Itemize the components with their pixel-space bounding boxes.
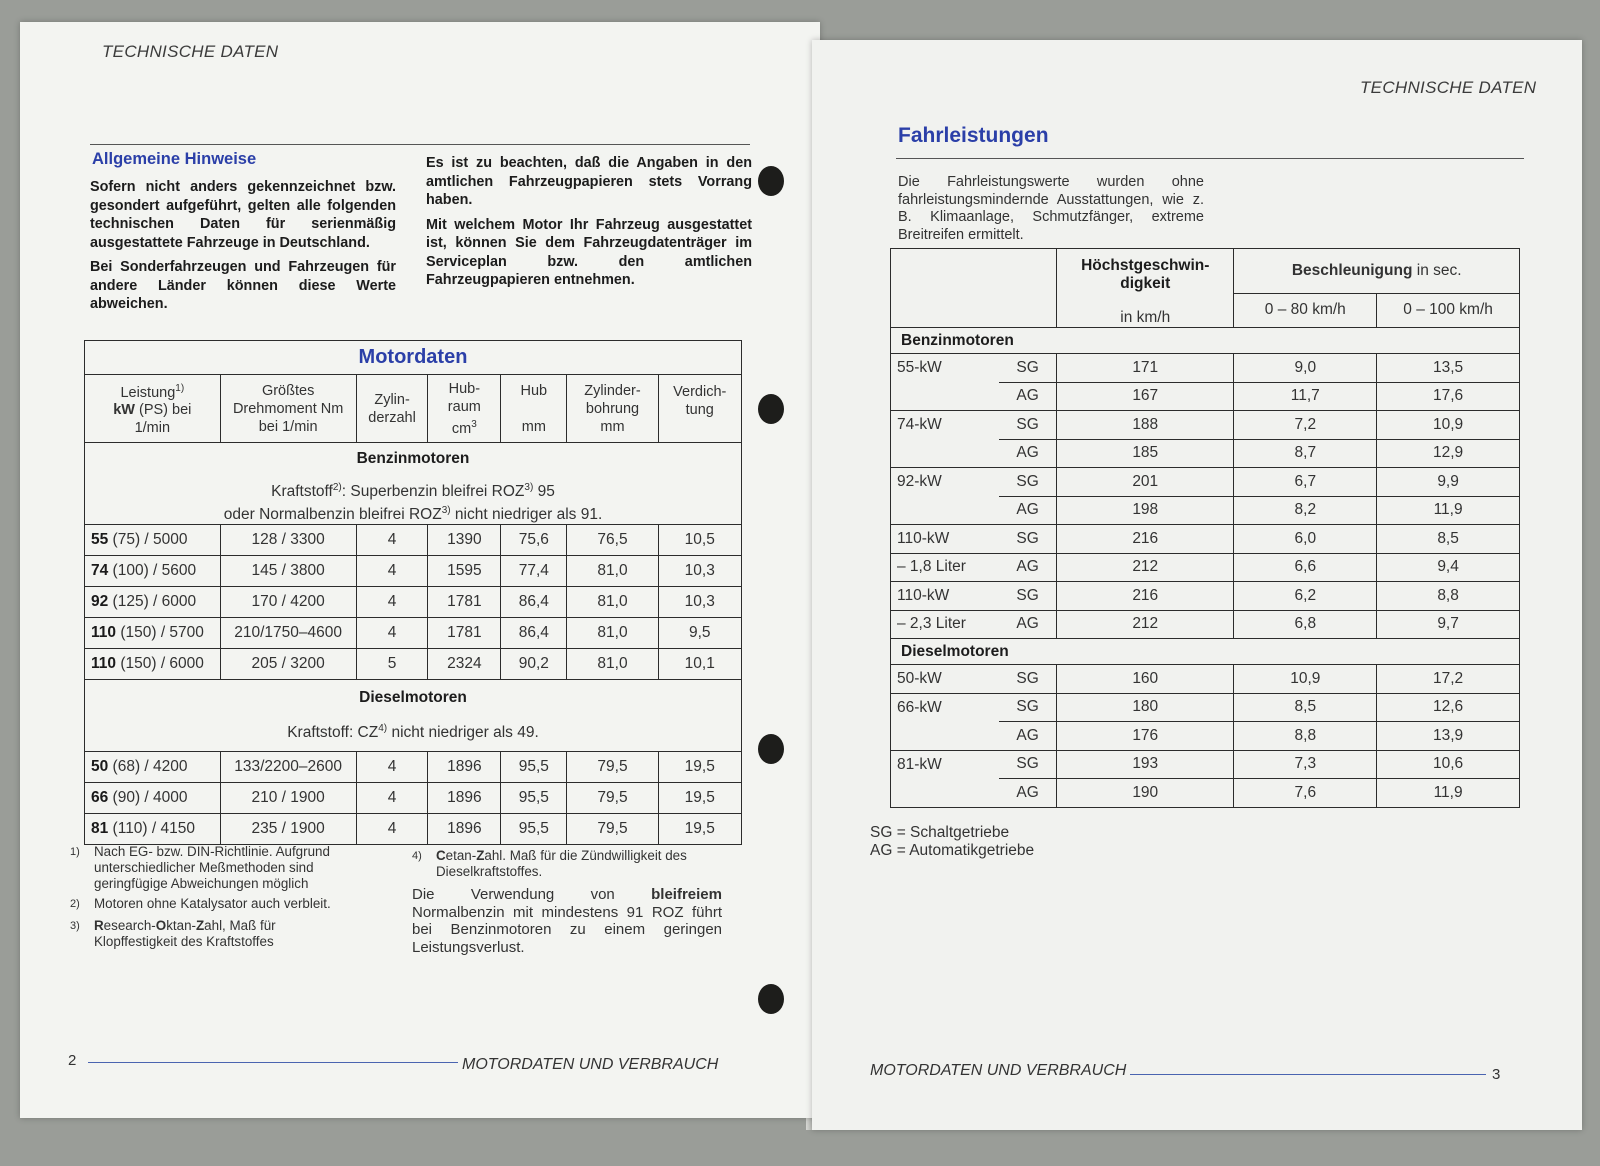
page-number-right: 3 bbox=[1492, 1066, 1501, 1083]
speed-cell: 160 bbox=[1057, 665, 1234, 694]
getriebe-cell: AG bbox=[999, 439, 1057, 468]
verdichtung-cell: 19,5 bbox=[658, 752, 741, 783]
table-row bbox=[891, 582, 1520, 611]
bohrung-cell: 81,0 bbox=[567, 649, 658, 680]
col-hoechstgeschwindigkeit: Höchstgeschwin-digkeit in km/h bbox=[1057, 249, 1234, 328]
getriebe-cell: AG bbox=[999, 779, 1057, 808]
motor-cell: 110-kW bbox=[891, 582, 1000, 611]
speed-cell: 167 bbox=[1057, 382, 1234, 411]
speed-cell: 212 bbox=[1057, 610, 1234, 639]
getriebe-cell: AG bbox=[999, 382, 1057, 411]
motor-cell: 55-kW bbox=[891, 354, 1000, 383]
hubraum-cell: 1781 bbox=[428, 618, 501, 649]
zylinderzahl-cell: 4 bbox=[356, 525, 428, 556]
footer-text-left: MOTORDATEN UND VERBRAUCH bbox=[462, 1056, 719, 1073]
getriebe-cell: SG bbox=[999, 693, 1057, 722]
hubraum-cell: 1781 bbox=[428, 587, 501, 618]
punch-hole bbox=[758, 166, 784, 196]
motordaten-title: Motordaten bbox=[85, 341, 742, 375]
speed-cell: 193 bbox=[1057, 750, 1234, 779]
fahrleistungen-table bbox=[890, 248, 1520, 808]
punch-hole bbox=[758, 734, 784, 764]
hub-cell: 86,4 bbox=[501, 618, 567, 649]
benzin-section bbox=[85, 443, 742, 525]
drehmoment-cell: 210/1750–4600 bbox=[220, 618, 356, 649]
verdichtung-cell: 19,5 bbox=[658, 783, 741, 814]
verdichtung-cell: 9,5 bbox=[658, 618, 741, 649]
hub-cell: 77,4 bbox=[501, 556, 567, 587]
footer-rule-left bbox=[88, 1062, 458, 1063]
getriebe-cell: SG bbox=[999, 750, 1057, 779]
legend-ag: AG = Automatikgetriebe bbox=[870, 842, 1035, 859]
hubraum-cell: 1390 bbox=[428, 525, 501, 556]
motordaten-table bbox=[84, 340, 742, 845]
footer-text-right: MOTORDATEN UND VERBRAUCH bbox=[870, 1062, 1127, 1079]
leistung-kw: 92 bbox=[91, 593, 109, 611]
table-row bbox=[891, 779, 1520, 808]
col-0-80: 0 – 80 km/h bbox=[1234, 293, 1377, 327]
speed-cell: 198 bbox=[1057, 496, 1234, 525]
leistung-kw: 55 bbox=[91, 531, 109, 549]
table-row bbox=[891, 468, 1520, 497]
leistung-cell bbox=[85, 814, 221, 845]
leistung-kw: 74 bbox=[91, 562, 109, 580]
leistung-ps-rpm: (150) / 5700 bbox=[116, 624, 204, 642]
unleaded-note: Die Verwendung von bleifreiem Normalbenzin mit mindestens 91 ROZ führt bei Benzinmotoren zu einem geringen Leistungsverlust. bbox=[412, 886, 722, 956]
left-page bbox=[20, 22, 820, 1118]
getriebe-cell: AG bbox=[999, 553, 1057, 582]
accel-100-cell: 12,6 bbox=[1377, 693, 1520, 722]
footnote-3: 3) Research-Oktan-Zahl, Maß für Klopffestigkeit des Kraftstoffes bbox=[70, 918, 276, 949]
zylinderzahl-cell: 4 bbox=[356, 618, 428, 649]
accel-80-cell: 6,6 bbox=[1234, 553, 1377, 582]
table-row bbox=[891, 496, 1520, 525]
leistung-kw: 110 bbox=[91, 624, 117, 642]
accel-80-cell: 9,0 bbox=[1234, 354, 1377, 383]
speed-cell: 176 bbox=[1057, 722, 1234, 751]
hub-cell: 90,2 bbox=[501, 649, 567, 680]
getriebe-cell: SG bbox=[999, 525, 1057, 554]
col-verdichtung: Verdich-tung bbox=[658, 375, 741, 443]
accel-80-cell: 10,9 bbox=[1234, 665, 1377, 694]
leistung-ps-rpm: (90) / 4000 bbox=[108, 789, 188, 807]
accel-80-cell: 8,5 bbox=[1234, 693, 1377, 722]
verdichtung-cell: 10,5 bbox=[658, 525, 741, 556]
motor-cell: 50-kW bbox=[891, 665, 1000, 694]
leistung-cell bbox=[85, 649, 221, 680]
hinweise-title: Allgemeine Hinweise bbox=[92, 150, 257, 168]
zylinderzahl-cell: 4 bbox=[356, 752, 428, 783]
accel-80-cell: 11,7 bbox=[1234, 382, 1377, 411]
fahr-benzin-title: Benzinmotoren bbox=[891, 328, 1520, 354]
accel-80-cell: 6,0 bbox=[1234, 525, 1377, 554]
accel-100-cell: 8,5 bbox=[1377, 525, 1520, 554]
motor-cell: 74-kW bbox=[891, 411, 1000, 440]
verdichtung-cell: 10,1 bbox=[658, 649, 741, 680]
hinweise-column-2 bbox=[426, 154, 752, 296]
leistung-cell bbox=[85, 752, 221, 783]
table-row bbox=[891, 750, 1520, 779]
hub-cell: 86,4 bbox=[501, 587, 567, 618]
accel-100-cell: 9,7 bbox=[1377, 610, 1520, 639]
leistung-cell bbox=[85, 587, 221, 618]
punch-hole bbox=[758, 984, 784, 1014]
motor-cell: 81-kW bbox=[891, 750, 1000, 779]
speed-cell: 188 bbox=[1057, 411, 1234, 440]
table-row bbox=[891, 411, 1520, 440]
hubraum-cell: 1896 bbox=[428, 814, 501, 845]
leistung-ps-rpm: (100) / 5600 bbox=[108, 562, 197, 580]
accel-80-cell: 7,6 bbox=[1234, 779, 1377, 808]
speed-cell: 216 bbox=[1057, 525, 1234, 554]
leistung-ps-rpm: (150) / 6000 bbox=[116, 655, 204, 673]
table-row bbox=[85, 587, 742, 618]
getriebe-cell: AG bbox=[999, 722, 1057, 751]
table-row bbox=[85, 618, 742, 649]
hubraum-cell: 1595 bbox=[428, 556, 501, 587]
getriebe-cell: SG bbox=[999, 468, 1057, 497]
accel-100-cell: 9,4 bbox=[1377, 553, 1520, 582]
table-row bbox=[891, 610, 1520, 639]
leistung-cell bbox=[85, 556, 221, 587]
table-row bbox=[85, 752, 742, 783]
table-row bbox=[891, 525, 1520, 554]
leistung-kw: 66 bbox=[91, 789, 109, 807]
diesel-fuel-note: Kraftstoff: CZ$^{4)}$ nicht niedriger als 49. bbox=[287, 723, 539, 742]
drehmoment-cell: 133/2200–2600 bbox=[220, 752, 356, 783]
accel-100-cell: 9,9 bbox=[1377, 468, 1520, 497]
motor-cell bbox=[891, 722, 1000, 751]
speed-cell: 216 bbox=[1057, 582, 1234, 611]
zylinderzahl-cell: 4 bbox=[356, 814, 428, 845]
getriebe-cell: SG bbox=[999, 665, 1057, 694]
left-page-header: TECHNISCHE DATEN bbox=[102, 42, 279, 61]
hinweise-para-4: Mit welchem Motor Ihr Fahrzeug ausgestattet ist, können Sie dem Fahrzeugdatenträger im Serviceplan bzw. den amtlichen Fahrzeugpapieren entnehmen. bbox=[426, 216, 752, 288]
footnote-4: 4) Cetan-Zahl. Maß für die Zündwilligkeit des Dieselkraftstoffes. bbox=[412, 848, 687, 879]
accel-100-cell: 10,9 bbox=[1377, 411, 1520, 440]
page-number-left: 2 bbox=[68, 1052, 77, 1069]
col-leistung: Leistung$^{1)}$ kW (PS) bei 1/min bbox=[85, 375, 221, 443]
hinweise-para-2: Bei Sonderfahrzeugen und Fahrzeugen für andere Länder können diese Werte abweichen. bbox=[90, 259, 396, 312]
leistung-cell bbox=[85, 783, 221, 814]
accel-100-cell: 13,9 bbox=[1377, 722, 1520, 751]
col-drehmoment: Größtes Drehmoment Nm bei 1/min bbox=[220, 375, 356, 443]
table-row bbox=[891, 382, 1520, 411]
drehmoment-cell: 235 / 1900 bbox=[220, 814, 356, 845]
motor-cell: 92-kW bbox=[891, 468, 1000, 497]
table-row bbox=[85, 814, 742, 845]
speed-cell: 171 bbox=[1057, 354, 1234, 383]
verdichtung-cell: 10,3 bbox=[658, 587, 741, 618]
table-corner bbox=[891, 249, 1057, 328]
title-rule bbox=[896, 158, 1524, 159]
speed-cell: 212 bbox=[1057, 553, 1234, 582]
accel-100-cell: 17,2 bbox=[1377, 665, 1520, 694]
leistung-cell bbox=[85, 618, 221, 649]
speed-cell: 201 bbox=[1057, 468, 1234, 497]
accel-80-cell: 8,2 bbox=[1234, 496, 1377, 525]
verdichtung-cell: 10,3 bbox=[658, 556, 741, 587]
table-row bbox=[891, 553, 1520, 582]
benzin-fuel-note: Kraftstoff$^{2)}$: Superbenzin bleifrei ROZ$^{3)}$ 95 oder Normalbenzin bleifrei ROZ$^{3)}$ nicht niedriger als 91. bbox=[223, 482, 603, 524]
table-row bbox=[891, 693, 1520, 722]
speed-cell: 185 bbox=[1057, 439, 1234, 468]
footnote-1: 1) Nach EG- bzw. DIN-Richtlinie. Aufgrund unterschiedlicher Meßmethoden sind geringfügige Abweichungen möglich bbox=[70, 844, 330, 891]
leistung-ps-rpm: (75) / 5000 bbox=[108, 531, 188, 549]
col-hub: Hub mm bbox=[501, 375, 567, 443]
bohrung-cell: 76,5 bbox=[567, 525, 658, 556]
col-bohrung: Zylinder-bohrung mm bbox=[567, 375, 658, 443]
accel-80-cell: 8,8 bbox=[1234, 722, 1377, 751]
footer-rule-right bbox=[1130, 1074, 1486, 1075]
hub-cell: 75,6 bbox=[501, 525, 567, 556]
zylinderzahl-cell: 4 bbox=[356, 556, 428, 587]
leistung-kw: 110 bbox=[91, 655, 117, 673]
accel-100-cell: 8,8 bbox=[1377, 582, 1520, 611]
motor-cell: – 1,8 Liter bbox=[891, 553, 1000, 582]
bohrung-cell: 79,5 bbox=[567, 783, 658, 814]
accel-100-cell: 12,9 bbox=[1377, 439, 1520, 468]
footnote-2: 2) Motoren ohne Katalysator auch verbleit. bbox=[70, 896, 331, 911]
motor-cell bbox=[891, 496, 1000, 525]
bohrung-cell: 81,0 bbox=[567, 556, 658, 587]
table-row bbox=[891, 439, 1520, 468]
accel-100-cell: 11,9 bbox=[1377, 779, 1520, 808]
motor-cell: 66-kW bbox=[891, 693, 1000, 722]
speed-cell: 180 bbox=[1057, 693, 1234, 722]
bohrung-cell: 81,0 bbox=[567, 618, 658, 649]
drehmoment-cell: 210 / 1900 bbox=[220, 783, 356, 814]
bohrung-cell: 81,0 bbox=[567, 587, 658, 618]
bohrung-cell: 79,5 bbox=[567, 814, 658, 845]
legend-sg: SG = Schaltgetriebe bbox=[870, 824, 1010, 841]
getriebe-cell: AG bbox=[999, 610, 1057, 639]
getriebe-cell: AG bbox=[999, 496, 1057, 525]
hubraum-cell: 1896 bbox=[428, 752, 501, 783]
accel-80-cell: 6,8 bbox=[1234, 610, 1377, 639]
table-row bbox=[891, 722, 1520, 751]
motor-cell: 110-kW bbox=[891, 525, 1000, 554]
diesel-section bbox=[85, 680, 742, 752]
leistung-ps-rpm: (68) / 4200 bbox=[108, 758, 188, 776]
speed-cell: 190 bbox=[1057, 779, 1234, 808]
verdichtung-cell: 19,5 bbox=[658, 814, 741, 845]
header-rule bbox=[90, 144, 750, 145]
table-row bbox=[85, 525, 742, 556]
bohrung-cell: 79,5 bbox=[567, 752, 658, 783]
accel-100-cell: 11,9 bbox=[1377, 496, 1520, 525]
table-row bbox=[85, 783, 742, 814]
hub-cell: 95,5 bbox=[501, 752, 567, 783]
leistung-kw: 50 bbox=[91, 758, 109, 776]
gearbox-legend bbox=[870, 824, 1034, 860]
drehmoment-cell: 128 / 3300 bbox=[220, 525, 356, 556]
drehmoment-cell: 170 / 4200 bbox=[220, 587, 356, 618]
leistung-kw: 81 bbox=[91, 820, 109, 838]
accel-100-cell: 17,6 bbox=[1377, 382, 1520, 411]
table-row bbox=[85, 649, 742, 680]
fahrleistungen-intro: Die Fahrleistungswerte wurden ohne fahrleistungsmindernde Ausstattungen, wie z. B. Klimaanlage, Schmutzfänger, extreme Breitreifen ermittelt. bbox=[898, 174, 1204, 243]
zylinderzahl-cell: 5 bbox=[356, 649, 428, 680]
right-page-header: TECHNISCHE DATEN bbox=[1360, 78, 1537, 97]
hinweise-para-3: Es ist zu beachten, daß die Angaben in den amtlichen Fahrzeugpapieren stets Vorrang haben. bbox=[426, 155, 752, 208]
getriebe-cell: SG bbox=[999, 354, 1057, 383]
hubraum-cell: 1896 bbox=[428, 783, 501, 814]
leistung-ps-rpm: (110) / 4150 bbox=[108, 820, 195, 838]
accel-100-cell: 10,6 bbox=[1377, 750, 1520, 779]
table-row bbox=[85, 556, 742, 587]
punch-hole bbox=[758, 394, 784, 424]
accel-80-cell: 6,2 bbox=[1234, 582, 1377, 611]
col-0-100: 0 – 100 km/h bbox=[1377, 293, 1520, 327]
hinweise-column-1 bbox=[90, 178, 396, 320]
motor-cell bbox=[891, 382, 1000, 411]
getriebe-cell: SG bbox=[999, 411, 1057, 440]
accel-80-cell: 7,3 bbox=[1234, 750, 1377, 779]
hubraum-cell: 2324 bbox=[428, 649, 501, 680]
table-row bbox=[891, 665, 1520, 694]
zylinderzahl-cell: 4 bbox=[356, 783, 428, 814]
leistung-ps-rpm: (125) / 6000 bbox=[108, 593, 197, 611]
hub-cell: 95,5 bbox=[501, 783, 567, 814]
motor-cell bbox=[891, 439, 1000, 468]
accel-80-cell: 7,2 bbox=[1234, 411, 1377, 440]
diesel-section-title: Dieselmotoren bbox=[359, 689, 467, 707]
zylinderzahl-cell: 4 bbox=[356, 587, 428, 618]
right-page bbox=[812, 40, 1582, 1130]
accel-80-cell: 6,7 bbox=[1234, 468, 1377, 497]
hinweise-para-1: Sofern nicht anders gekennzeichnet bzw. gesondert aufgeführt, gelten alle folgenden technischen Daten für serienmäßig ausgestattete Fahrzeuge in Deutschland. bbox=[90, 179, 396, 251]
table-row bbox=[891, 354, 1520, 383]
motor-cell: – 2,3 Liter bbox=[891, 610, 1000, 639]
getriebe-cell: SG bbox=[999, 582, 1057, 611]
fahr-diesel-title: Dieselmotoren bbox=[891, 639, 1520, 665]
col-hubraum: Hub-raum $cm^3$ bbox=[428, 375, 501, 443]
benzin-section-title: Benzinmotoren bbox=[356, 450, 470, 467]
hub-cell: 95,5 bbox=[501, 814, 567, 845]
col-beschleunigung: Beschleunigung in sec. bbox=[1234, 249, 1520, 294]
col-zylinderzahl: Zylin-derzahl bbox=[356, 375, 428, 443]
drehmoment-cell: 205 / 3200 bbox=[220, 649, 356, 680]
accel-100-cell: 13,5 bbox=[1377, 354, 1520, 383]
leistung-cell bbox=[85, 525, 221, 556]
accel-80-cell: 8,7 bbox=[1234, 439, 1377, 468]
fahrleistungen-title: Fahrleistungen bbox=[898, 124, 1049, 147]
drehmoment-cell: 145 / 3800 bbox=[220, 556, 356, 587]
motor-cell bbox=[891, 779, 1000, 808]
